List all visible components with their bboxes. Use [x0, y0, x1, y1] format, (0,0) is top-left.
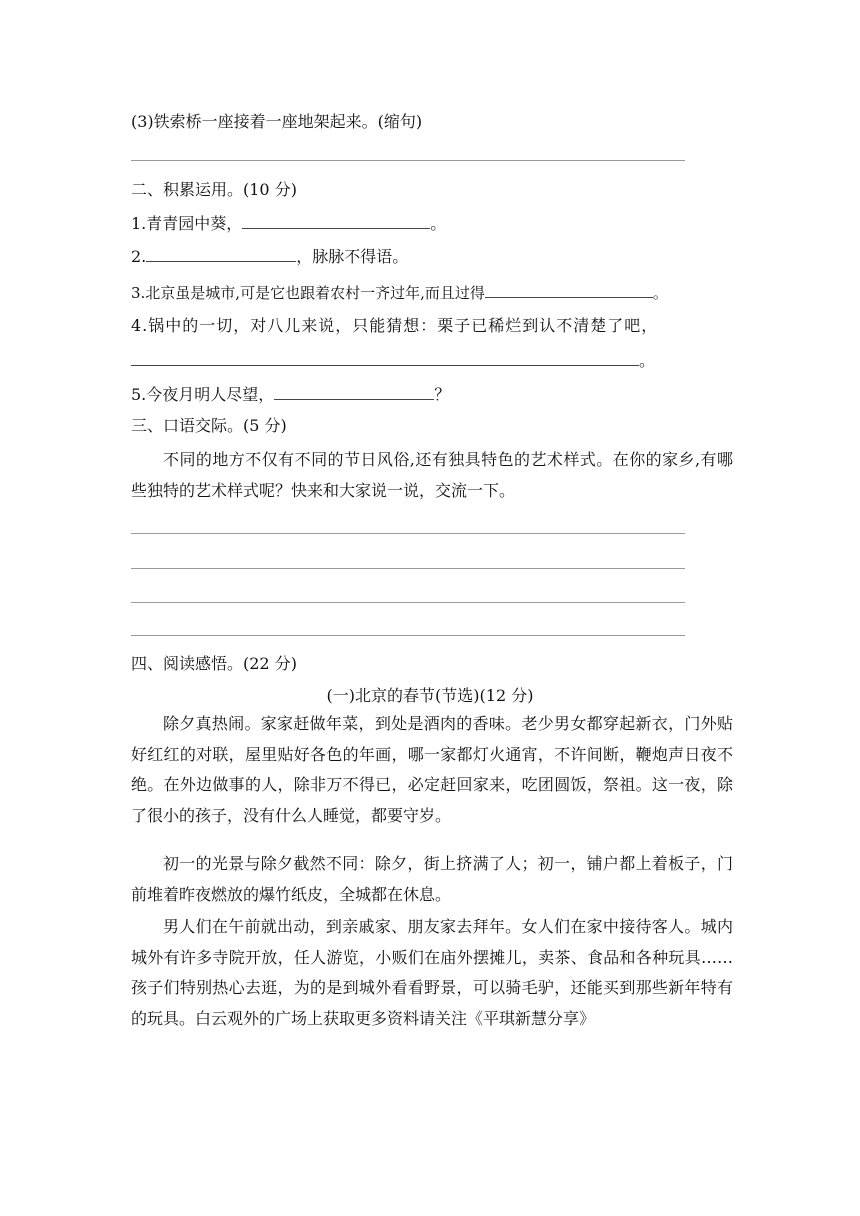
section-3-title: 三、口语交际。(5 分) [131, 416, 287, 435]
fill-item-1-text: 1.青青园中葵， [131, 214, 243, 233]
passage-title: (一)北京的春节(节选)(12 分) [326, 686, 534, 705]
answer-line[interactable] [131, 533, 685, 534]
fill-item-4-cont [131, 350, 655, 371]
fill-item-3-end: 。 [652, 284, 668, 302]
fill-blank-5[interactable] [274, 384, 434, 400]
fill-item-2-end: ，脉脉不得语。 [296, 247, 409, 266]
fill-item-2 [131, 246, 408, 267]
fill-item-4 [131, 316, 658, 336]
fill-item-2-text: 2. [131, 247, 147, 266]
fill-blank-3[interactable] [485, 282, 653, 298]
fill-item-5-text: 5.今夜月明人尽望， [131, 385, 275, 404]
passage-paragraph-3: 男人们在午前就出动，到亲戚家、朋友家去拜年。女人们在家中接待客人。城内城外有许多寺院开放，任人游览，小贩们在庙外摆摊儿，卖茶、食品和各种玩具……孩子们特别热心去逛，为的是到城外看看野景，可以骑毛驴，还能买到那些新年特有的玩具。白云观外的广场上获取更多资料请关注《平琪新慧分享》 [131, 917, 733, 1028]
section-2-title: 二、积累运用。(10 分) [131, 180, 297, 199]
fill-item-3 [131, 282, 668, 303]
fill-blank-2[interactable] [146, 246, 296, 262]
answer-line[interactable] [131, 568, 685, 569]
question-3-shrink-sentence: (3)铁索桥一座接着一座地架起来。(缩句) [131, 112, 423, 131]
answer-line[interactable] [131, 602, 685, 603]
fill-item-1-end: 。 [430, 214, 447, 233]
passage-paragraph-2: 初一的光景与除夕截然不同：除夕，街上挤满了人；初一，铺户都上着板子，门前堆着昨夜燃放的爆竹纸皮，全城都在休息。 [131, 854, 733, 904]
answer-line[interactable] [131, 635, 685, 636]
fill-item-4-end: 。 [639, 351, 656, 370]
section-3-prompt: 不同的地方不仅有不同的节日风俗,还有独具特色的艺术样式。在你的家乡,有哪些独特的艺术样式呢？快来和大家说一说，交流一下。 [131, 450, 733, 500]
fill-blank-1[interactable] [242, 213, 430, 229]
section-4-title: 四、阅读感悟。(22 分) [131, 654, 297, 673]
fill-item-1 [131, 213, 446, 234]
answer-line[interactable] [131, 160, 685, 161]
fill-item-5-end: ？ [434, 385, 451, 404]
fill-item-5 [131, 384, 450, 405]
fill-blank-4[interactable] [131, 350, 639, 366]
fill-item-3-text: 3.北京虽是城市,可是它也跟着农村一齐过年,而且过得 [131, 284, 485, 302]
fill-item-4-text: 4.锅中的一切，对八儿来说，只能猜想：栗子已稀烂到认不清楚了吧， [131, 316, 659, 335]
passage-paragraph-1: 除夕真热闹。家家赶做年菜，到处是酒肉的香味。老少男女都穿起新衣，门外贴好红红的对联，屋里贴好各色的年画，哪一家都灯火通宵，不许间断，鞭炮声日夜不绝。在外边做事的人，除非万不得已，必定赶回家来，吃团圆饭，祭祖。这一夜，除了很小的孩子，没有什么人睡觉，都要守岁。 [131, 714, 733, 825]
